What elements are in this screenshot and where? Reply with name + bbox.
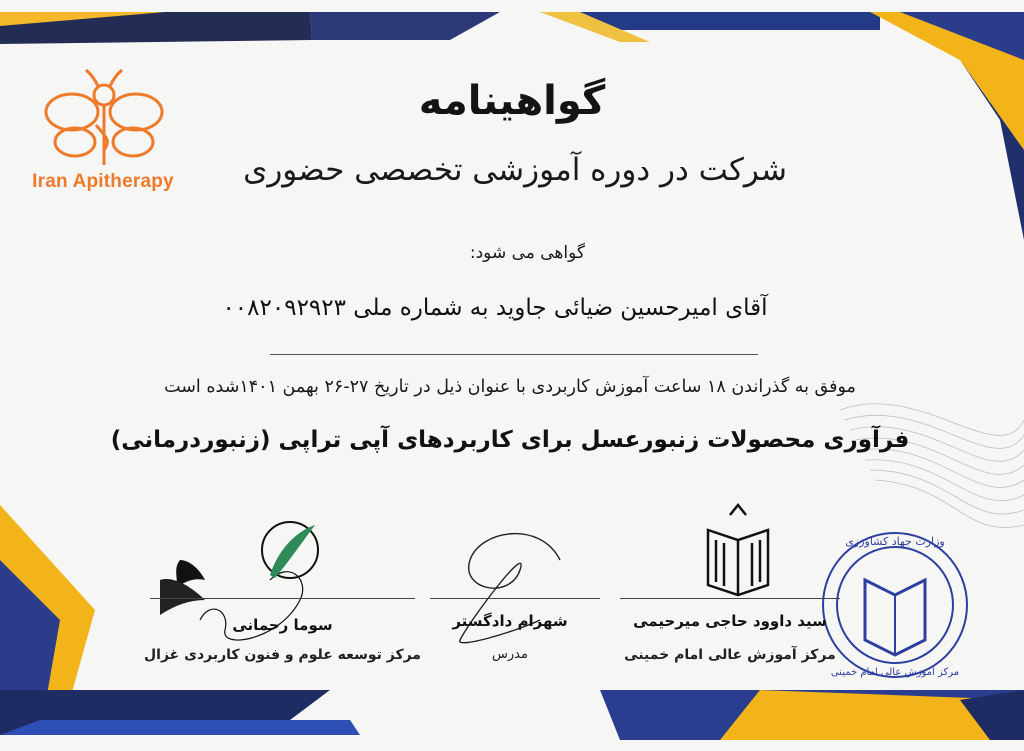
recipient-line: آقای امیرحسین ضیائی جاوید به شماره ملی ۰۰۸۲۰۹۲۹۲۳	[222, 295, 768, 321]
signatory-name: سید داوود حاجی میرحیمی	[633, 612, 827, 630]
signatory-role: مرکز توسعه علوم و فنون کاربردی غزال	[144, 647, 421, 663]
signatory-name: سوما رحمانی	[232, 616, 333, 634]
svg-text:مرکز آموزش عالی امام خمینی: مرکز آموزش عالی امام خمینی	[830, 667, 960, 678]
certificate-title: گواهینامه	[418, 78, 606, 124]
certifies-label: گواهی می شود:	[469, 243, 585, 263]
ghazal-logo-icon	[160, 522, 318, 615]
signature-line	[620, 598, 840, 599]
divider	[270, 354, 758, 355]
signatory-role: مرکز آموزش عالی امام خمینی	[624, 647, 836, 663]
logo-text: Iran Apitherapy	[32, 171, 174, 192]
certificate-subtitle: شرکت در دوره آموزشی تخصصی حضوری	[243, 152, 787, 188]
signatory-name: شهرام دادگستر	[452, 612, 568, 630]
signature-line	[430, 598, 600, 599]
course-title: فرآوری محصولات زنبورعسل برای کاربردهای آپی تراپی (زنبوردرمانی)	[110, 427, 910, 453]
signatory-role: مدرس	[492, 647, 528, 662]
signature-line	[150, 598, 415, 599]
svg-text:وزارت جهاد کشاورزی: وزارت جهاد کشاورزی	[845, 535, 945, 548]
bee-logo-icon	[46, 70, 162, 165]
completion-line: موفق به گذراندن ۱۸ ساعت آموزش کاربردی با عنوان ذیل در تاریخ ۲۷-۲۶ بهمن ۱۴۰۱شده است	[164, 377, 856, 397]
book-emblem-icon	[708, 505, 768, 595]
